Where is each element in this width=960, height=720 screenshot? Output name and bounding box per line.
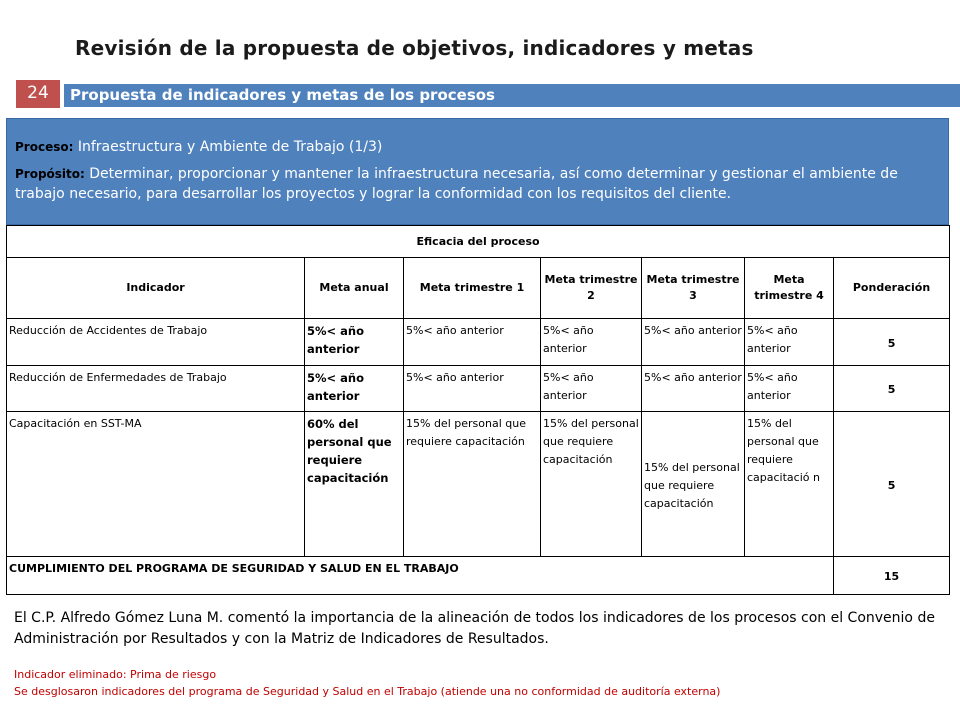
table-row bbox=[7, 366, 950, 412]
table-row bbox=[7, 319, 950, 366]
annual-goal-cell: 5%< año anterior bbox=[305, 366, 404, 412]
total-label: CUMPLIMIENTO DEL PROGRAMA DE SEGURIDAD Y SALUD EN EL TRABAJO bbox=[7, 557, 834, 595]
annual-goal-cell: 5%< año anterior bbox=[305, 319, 404, 366]
table-header-row bbox=[7, 258, 950, 319]
q4-goal-cell: 5%< año anterior bbox=[745, 366, 834, 412]
table-section-row bbox=[7, 226, 950, 258]
weight-cell: 5 bbox=[834, 319, 950, 366]
column-header: Meta trimestre 1 bbox=[404, 258, 541, 319]
page-title: Revisión de la propuesta de objetivos, indicadores y metas bbox=[75, 36, 754, 60]
slide-number: 24 bbox=[16, 80, 60, 108]
q2-goal-cell: 15% del personal que requiere capacitación bbox=[541, 412, 642, 557]
q2-goal-cell: 5%< año anterior bbox=[541, 319, 642, 366]
q4-goal-cell: 15% del personal que requiere capacitació n bbox=[745, 412, 834, 557]
column-header: Meta anual bbox=[305, 258, 404, 319]
process-line bbox=[15, 137, 940, 157]
q4-goal-cell: 5%< año anterior bbox=[745, 319, 834, 366]
process-info-panel bbox=[6, 118, 949, 225]
q1-goal-cell: 15% del personal que requiere capacitación bbox=[404, 412, 541, 557]
table-row bbox=[7, 412, 950, 557]
process-label: Proceso: bbox=[15, 140, 74, 154]
column-header: Ponderación bbox=[834, 258, 950, 319]
q3-goal-cell: 5%< año anterior bbox=[642, 366, 745, 412]
section-subtitle: Propuesta de indicadores y metas de los procesos bbox=[70, 86, 495, 104]
q1-goal-cell: 5%< año anterior bbox=[404, 366, 541, 412]
weight-cell: 5 bbox=[834, 412, 950, 557]
q2-goal-cell: 5%< año anterior bbox=[541, 366, 642, 412]
indicator-cell: Reducción de Enfermedades de Trabajo bbox=[7, 366, 305, 412]
indicator-cell: Reducción de Accidentes de Trabajo bbox=[7, 319, 305, 366]
indicators-table bbox=[6, 225, 950, 595]
q1-goal-cell: 5%< año anterior bbox=[404, 319, 541, 366]
meeting-comment: El C.P. Alfredo Gómez Luna M. comentó la importancia de la alineación de todos los indicadores de los procesos con el Convenio de Administración por Resultados y con la Matriz de Indicadores de Resultados. bbox=[14, 610, 935, 647]
column-header: Meta trimestre 3 bbox=[642, 258, 745, 319]
purpose-line bbox=[15, 164, 940, 204]
note-breakdown: Se desglosaron indicadores del programa de Seguridad y Salud en el Trabajo (atiende una no conformidad de auditoría externa) bbox=[14, 685, 721, 698]
q3-goal-cell: 5%< año anterior bbox=[642, 319, 745, 366]
indicator-cell: Capacitación en SST-MA bbox=[7, 412, 305, 557]
q3-goal-cell: 15% del personal que requiere capacitación bbox=[642, 412, 745, 557]
column-header: Meta trimestre 2 bbox=[541, 258, 642, 319]
annual-goal-cell: 60% del personal que requiere capacitación bbox=[305, 412, 404, 557]
column-header: Meta trimestre 4 bbox=[745, 258, 834, 319]
table-total-row bbox=[7, 557, 950, 595]
weight-cell: 5 bbox=[834, 366, 950, 412]
column-header: Indicador bbox=[7, 258, 305, 319]
process-value: Infraestructura y Ambiente de Trabajo (1/3) bbox=[77, 139, 383, 155]
total-value: 15 bbox=[834, 557, 950, 595]
note-removed-indicator: Indicador eliminado: Prima de riesgo bbox=[14, 668, 217, 681]
table-section-title: Eficacia del proceso bbox=[7, 226, 950, 258]
purpose-label: Propósito: bbox=[15, 167, 85, 181]
purpose-value: Determinar, proporcionar y mantener la infraestructura necesaria, así como determinar y gestionar el ambiente de trabajo necesario, para desarrollar los proyectos y lograr la conformidad con los requisitos del cliente. bbox=[15, 166, 898, 202]
